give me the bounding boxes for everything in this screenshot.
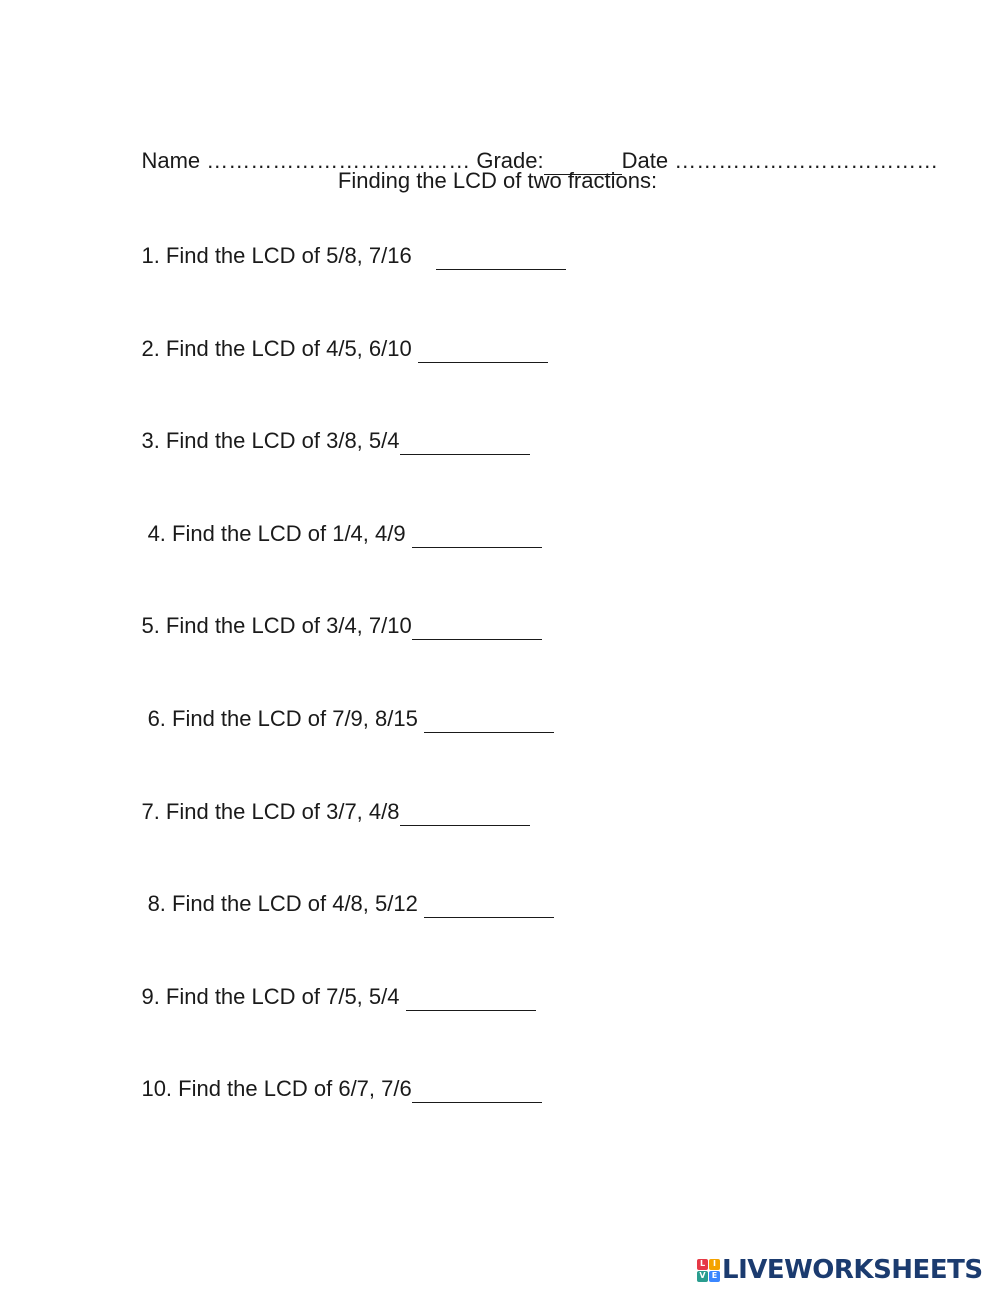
answer-input-2[interactable] xyxy=(418,340,548,363)
question-row xyxy=(117,677,554,761)
question-text: 6. Find the LCD of 7/9, 8/15 xyxy=(141,706,424,731)
logo-text: LIVEWORKSHEETS xyxy=(722,1255,983,1285)
question-row xyxy=(117,584,542,668)
question-row xyxy=(117,770,530,854)
answer-input-5[interactable] xyxy=(412,617,542,640)
answer-input-8[interactable] xyxy=(424,895,554,918)
name-grade-label: Name ……………………………… Grade: xyxy=(141,148,544,173)
question-text: 9. Find the LCD of 7/5, 5/4 xyxy=(141,984,406,1009)
logo-letter: E xyxy=(709,1271,720,1282)
question-row xyxy=(117,492,542,576)
question-row xyxy=(117,307,548,391)
question-text: 4. Find the LCD of 1/4, 4/9 xyxy=(141,521,412,546)
live-logo-icon xyxy=(697,1259,720,1282)
worksheet-title: Finding the LCD of two fractions: xyxy=(337,168,658,193)
question-text: 7. Find the LCD of 3/7, 4/8 xyxy=(141,799,400,824)
answer-input-7[interactable] xyxy=(400,803,530,826)
question-row xyxy=(117,214,566,298)
question-row xyxy=(117,399,530,483)
question-text: 10. Find the LCD of 6/7, 7/6 xyxy=(141,1076,412,1101)
question-row xyxy=(117,955,536,1039)
liveworksheets-logo xyxy=(697,1256,983,1284)
date-label: Date ……………………………… xyxy=(621,148,939,173)
question-row xyxy=(117,862,554,946)
answer-input-3[interactable] xyxy=(400,432,530,455)
question-text: 8. Find the LCD of 4/8, 5/12 xyxy=(141,891,424,916)
answer-input-1[interactable] xyxy=(436,247,566,270)
question-text: 2. Find the LCD of 4/5, 6/10 xyxy=(141,336,418,361)
answer-input-10[interactable] xyxy=(412,1080,542,1103)
logo-letter: L xyxy=(697,1259,708,1270)
logo-letter: V xyxy=(697,1271,708,1282)
answer-input-6[interactable] xyxy=(424,710,554,733)
question-text: 1. Find the LCD of 5/8, 7/16 xyxy=(141,243,437,268)
answer-input-9[interactable] xyxy=(406,988,536,1011)
question-row xyxy=(117,1047,542,1131)
answer-input-4[interactable] xyxy=(412,525,542,548)
question-text: 5. Find the LCD of 3/4, 7/10 xyxy=(141,613,412,638)
question-text: 3. Find the LCD of 3/8, 5/4 xyxy=(141,428,400,453)
logo-letter: I xyxy=(709,1259,720,1270)
